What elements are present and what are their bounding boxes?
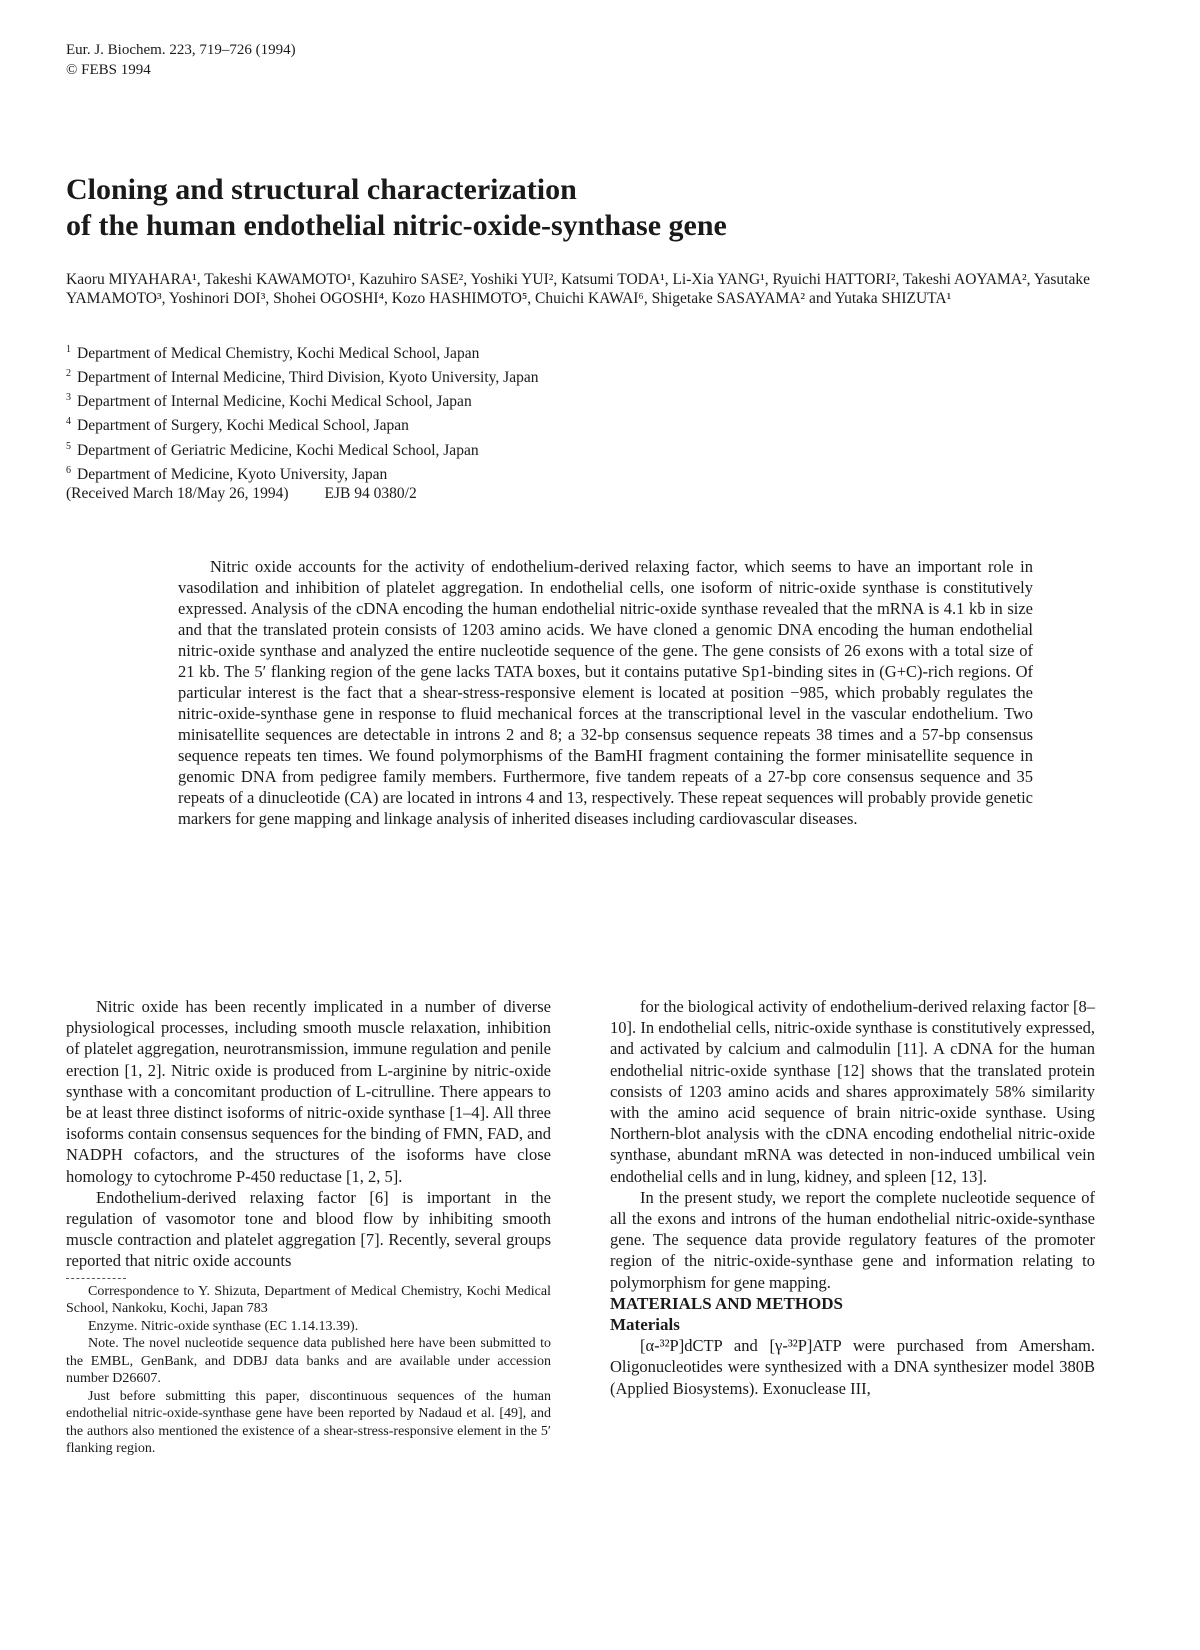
journal-header — [66, 40, 296, 80]
footnote-note: Note. The novel nucleotide sequence data published here have been submitted to the EMBL, GenBank, and DDBJ data banks and are available under accession number D26607. — [66, 1336, 551, 1387]
right-column — [610, 996, 1095, 1399]
affiliation-number: 3 — [66, 392, 71, 404]
copyright-line: © FEBS 1994 — [66, 62, 151, 78]
affiliation-text: Department of Medical Chemistry, Kochi Medical School, Japan — [77, 345, 480, 363]
affiliation-number: 4 — [66, 416, 71, 428]
affiliation-number: 5 — [66, 440, 71, 452]
footnote-prior-report: Just before submitting this paper, discontinuous sequences of the human endothelial nitric-oxide-synthase gene have been reported by Nadaud et al. [49], and the authors also mentioned the existence of a shear-stress-responsive element in the 5′ flanking region. — [66, 1388, 551, 1457]
footnote-divider — [66, 1278, 126, 1279]
affiliation-4 — [66, 412, 966, 436]
intro-paragraph-1: Nitric oxide has been recently implicated in a number of diverse physiological processes, including smooth muscle relaxation, inhibition of platelet aggregation, neurotransmission, immune regulation and penile erection [1, 2]. Nitric oxide is produced from L-arginine by nitric-oxide synthase with a concomitant production of L-citrulline. There appears to be at least three distinct isoforms of nitric-oxide synthase [1–4]. All three isoforms contain consensus sequences for the binding of FMN, FAD, and NADPH cofactors, and the structures of the isoforms have close homology to cytochrome P-450 reductase [1, 2, 5]. — [66, 997, 551, 1186]
affiliation-text: Department of Surgery, Kochi Medical School, Japan — [77, 417, 409, 435]
affiliation-3 — [66, 388, 966, 412]
author-list: Kaoru MIYAHARA¹, Takeshi KAWAMOTO¹, Kazuhiro SASE², Yoshiki YUI², Katsumi TODA¹, Li-Xia YANG¹, Ryuichi HATTORI², Takeshi AOYAMA², Yasutake YAMAMOTO³, Yoshinori DOI³, Shohei OGOSHI⁴, Kozo HASHIMOTO⁵, Chuichi KAWAI⁶, Shigetake SASAYAMA² and Yutaka SHIZUTA¹ — [66, 271, 1090, 307]
title-line-1: Cloning and structural characterization — [66, 173, 577, 206]
subsection-heading-materials: Materials — [610, 1315, 680, 1335]
affiliation-1 — [66, 340, 966, 364]
affiliation-2 — [66, 364, 966, 388]
left-column — [66, 996, 551, 1458]
affiliation-text: Department of Internal Medicine, Kochi Medical School, Japan — [77, 393, 472, 411]
intro-paragraph-3: for the biological activity of endothelium-derived relaxing factor [8–10]. In endothelial cells, nitric-oxide synthase is constitutively expressed, and activated by calcium and calmodulin [11]. A cDNA for the human endothelial nitric-oxide synthase [12] shows that the translated protein consists of 1203 amino acids and shares approximately 58% similarity with the amino acid sequence of brain nitric-oxide synthase. Using Northern-blot analysis with the cDNA encoding endothelial nitric-oxide synthase, abundant mRNA was detected in non-induced umbilical vein endothelial cells and in lung, kidney, and spleen [12, 13]. — [610, 997, 1095, 1186]
affiliation-number: 6 — [66, 464, 71, 476]
footnote-enzyme: Enzyme. Nitric-oxide synthase (EC 1.14.13.39). — [88, 1318, 359, 1334]
journal-citation: Eur. J. Biochem. 223, 719–726 (1994) — [66, 42, 296, 58]
affiliation-5 — [66, 437, 966, 461]
footnotes — [66, 1283, 551, 1458]
affiliation-text: Department of Geriatric Medicine, Kochi Medical School, Japan — [77, 441, 479, 459]
affiliation-text: Department of Internal Medicine, Third Division, Kyoto University, Japan — [77, 369, 539, 387]
affiliation-6 — [66, 461, 966, 485]
abstract: Nitric oxide accounts for the activity of endothelium-derived relaxing factor, which seems to have an important role in vasodilation and inhibition of platelet aggregation. In endothelial cells, one isoform of nitric-oxide synthase is constitutively expressed. Analysis of the cDNA encoding the human endothelial nitric-oxide synthase revealed that the mRNA is 4.1 kb in size and that the translated protein consists of 1203 amino acids. We have cloned a genomic DNA encoding the human endothelial nitric-oxide synthase and analyzed the entire nucleotide sequence of the gene. The gene consists of 26 exons with a total size of 21 kb. The 5′ flanking region of the gene lacks TATA boxes, but it contains putative Sp1-binding sites in (G+C)-rich regions. Of particular interest is the fact that a shear-stress-responsive element is located at position −985, which probably regulates the nitric-oxide-synthase gene in response to fluid mechanical forces at the transcriptional level in the vascular endothelium. Two minisatellite sequences are detectable in introns 2 and 8; a 32-bp consensus sequence repeats 38 times and a 57-bp consensus sequence repeats ten times. We found polymorphisms of the BamHI fragment containing the former minisatellite sequence in genomic DNA from pedigree family members. Furthermore, five tandem repeats of a 27-bp core consensus sequence and 35 repeats of a dinucleotide (CA) are located in introns 4 and 13, respectively. These repeat sequences will probably provide genetic markers for gene mapping and linkage analysis of inherited diseases including cardiovascular diseases. — [178, 557, 1033, 828]
intro-paragraph-4: In the present study, we report the complete nucleotide sequence of all the exons and introns of the human endothelial nitric-oxide-synthase gene. The sequence data provide regulatory features of the promoter region of the nitric-oxide-synthase gene and information relating to polymorphism for gene mapping. — [610, 1187, 1095, 1292]
received-text: (Received March 18/May 26, 1994) — [66, 485, 289, 502]
affiliation-text: Department of Medicine, Kyoto University, Japan — [77, 465, 388, 483]
footnote-correspondence: Correspondence to Y. Shizuta, Department of Medical Chemistry, Kochi Medical School, Nankoku, Kochi, Japan 783 — [66, 1283, 551, 1317]
section-heading-methods: MATERIALS AND METHODS — [610, 1293, 843, 1313]
article-title — [66, 172, 1066, 244]
received-dates — [66, 484, 417, 504]
materials-paragraph: [α-³²P]dCTP and [γ-³²P]ATP were purchased from Amersham. Oligonucleotides were synthesized with a DNA synthesizer model 380B (Applied Biosystems). Exonuclease III, — [610, 1336, 1095, 1398]
affiliation-list — [66, 340, 966, 485]
affiliation-number: 2 — [66, 368, 71, 380]
ejb-code: EJB 94 0380/2 — [324, 485, 417, 502]
title-line-2: of the human endothelial nitric-oxide-synthase gene — [66, 209, 727, 242]
intro-paragraph-2: Endothelium-derived relaxing factor [6] is important in the regulation of vasomotor tone and blood flow by inhibiting smooth muscle contraction and platelet aggregation [7]. Recently, several groups reported that nitric oxide accounts — [66, 1187, 551, 1271]
affiliation-number: 1 — [66, 344, 71, 355]
